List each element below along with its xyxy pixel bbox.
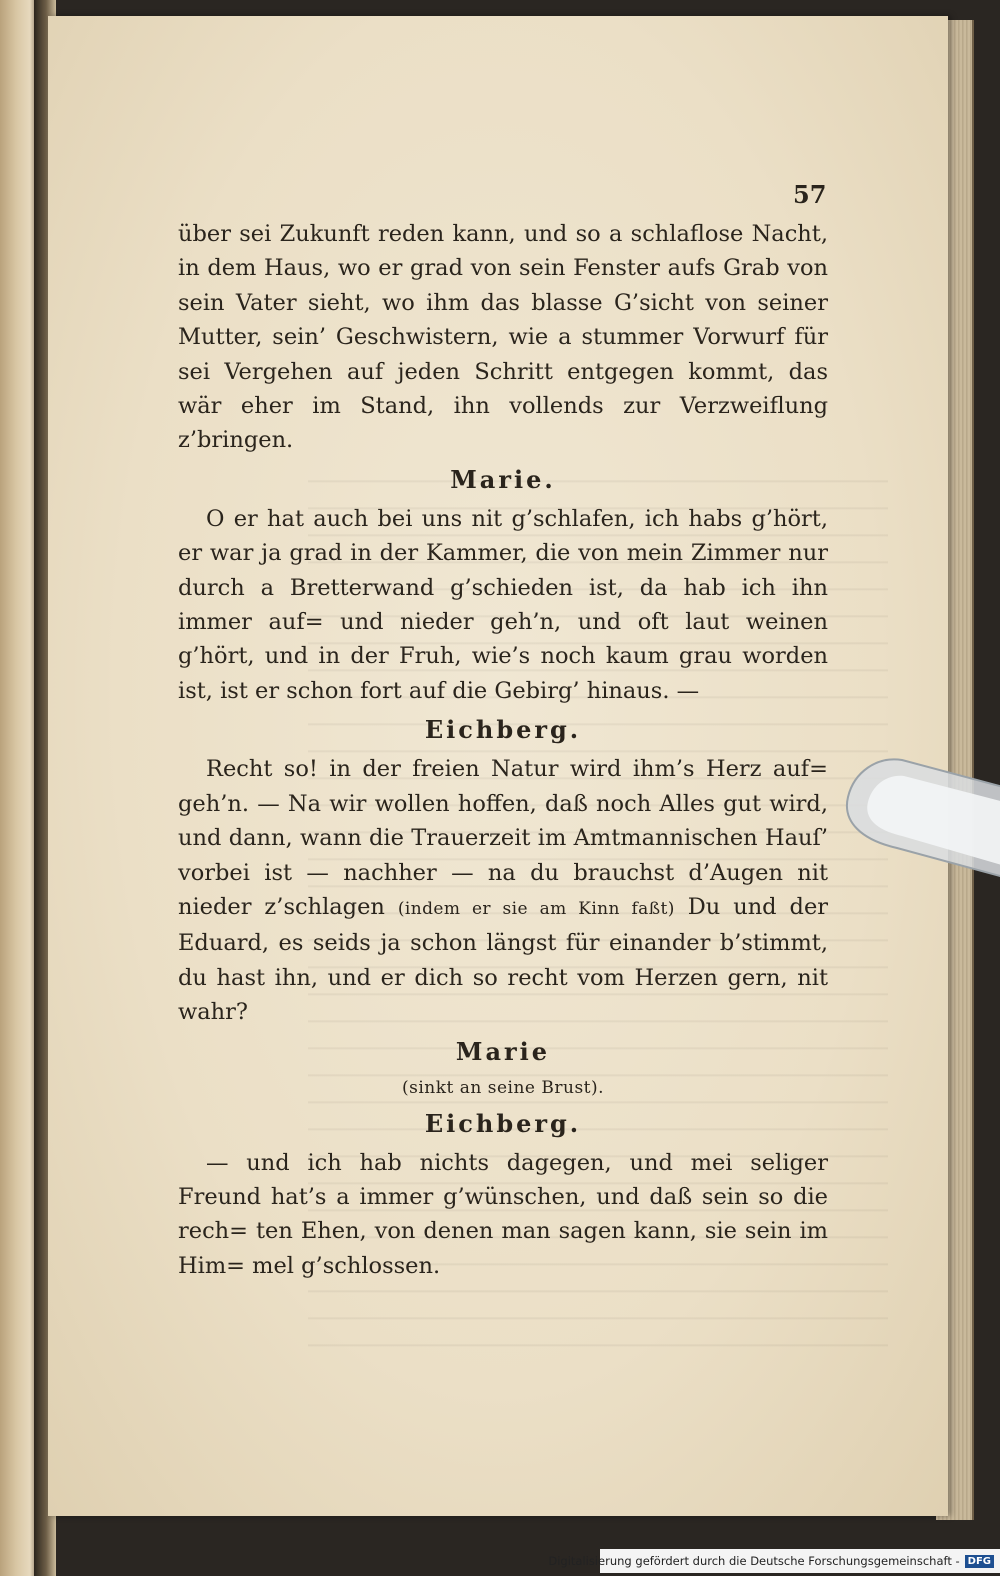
digitization-credit: Digitalisierung gefördert durch die Deutsche Forschungsgemeinschaft -	[548, 1554, 960, 1568]
page-clip-icon	[842, 752, 1000, 892]
page-number: 57	[793, 180, 827, 209]
dfg-logo: DFG	[965, 1555, 994, 1568]
paragraph: — und ich hab nichts dagegen, und mei seliger Freund hat’s a immer g’wünschen, und daß sein so die rech= ten Ehen, von denen man sagen kann, sie sein im Him= mel g’schlossen.	[178, 1149, 828, 1279]
paragraph: O er hat auch bei uns nit g’schlafen, ich habs g’hört, er war ja grad in der Kammer, die von mein Zimmer nur durch a Bretterwand g’schieden ist, da hab ich ihn immer auf= und nieder geh’n, und oft laut weinen g’hört, und in der Fruh, wie’s noch kaum grau worden ist, ist er schon fort auf die Gebirg’ hinaus. —	[178, 505, 828, 704]
speaker-heading: Eichberg.	[424, 1108, 582, 1138]
speaker-heading: Marie	[455, 1036, 551, 1066]
speaker-heading: Marie.	[450, 464, 556, 494]
speaker-heading: Eichberg.	[424, 715, 582, 745]
paragraph-text: Du und der Eduard, es seids ja schon längst für einander b’stimmt, du hast ihn, und er dich so recht vom Herzen gern, nit wahr?	[178, 893, 829, 1026]
paragraph: über sei Zukunft reden kann, und so a schlaflose Nacht, in dem Haus, wo er grad von sein Fenster aufs Grab von sein Vater sieht, wo ihm das blasse G’sicht von seiner Mutter, sein’ Geschwistern, wie a stummer Vorwurf für sei Vergehen auf jeden Schritt entgegen kommt, das wär eher im Stand, ihn vollends zur Verzweiflung z’bringen.	[178, 221, 828, 454]
footer-bar	[548, 1549, 1000, 1573]
paragraph-text: Recht so! in der freien Natur wird ihm’s Herz auf= geh’n. — Na wir wollen hoffen, daß noch Alles gut wird, und dann, wann die Trauerzeit im Amtmannischen Hauſ’ vorbei ist — nachher — na du brauchst d’Augen nit nieder z’schlagen	[178, 756, 828, 920]
paragraph	[178, 752, 828, 1029]
page-text	[178, 217, 828, 1283]
stage-direction: (indem er sie am Kinn faßt)	[397, 898, 675, 919]
stage-direction: (sinkt an seine Brust).	[401, 1077, 605, 1098]
